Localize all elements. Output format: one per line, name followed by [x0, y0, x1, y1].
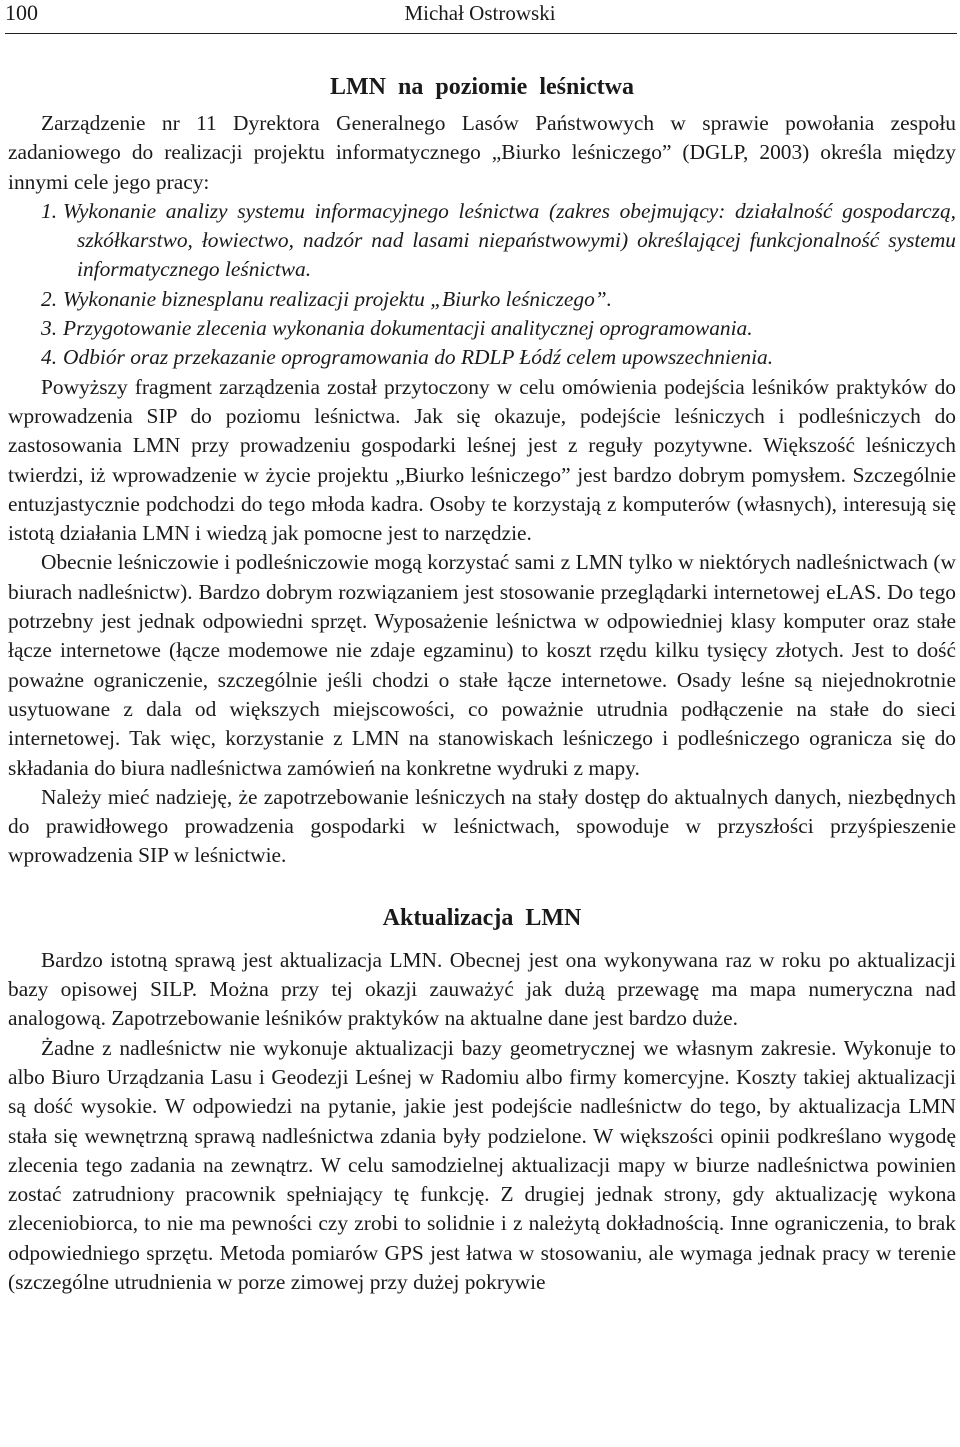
body-paragraph: Żadne z nadleśnictw nie wykonuje aktualizacji bazy geometrycznej we własnym zakresie. Wykonuje to albo Biuro Urządzania Lasu i Geodezji Leśnej w Radomiu albo firmy komercyjne. Koszty takiej aktualizacji są dość wysokie. W odpowiedzi na pytanie, jakie jest podejście nadleśnictw do tego, by aktualizacja LMN stała się wewnętrzną sprawą nadleśnictwa zdania były podzielone. W większości opinii podkreślano wygodę zlecenia tego zadania na zewnątrz. W celu samodzielnej aktualizacji mapy w biurze nadleśnictwa powinien zostać zatrudniony pracownik spełniający tę funkcję. Z drugiej jednak strony, gdy aktualizację wykona zleceniobiorca, to nie ma pewności czy zrobi to solidnie i z należytą dokładnością. Inne ograniczenia, to brak odpowiedniego sprzętu. Metoda pomiarów GPS jest łatwa w stosowaniu, ale wymaga jednak pracy w terenie (szczególne utrudnienia w porze zimowej przy dużej pokrywie — [8, 1035, 956, 1294]
section1-intro-paragraph: Zarządzenie nr 11 Dyrektora Generalnego Lasów Państwowych w sprawie powołania zespołu zadaniowego do realizacji projektu informatycznego „Biurko leśniczego” (DGLP, 2003) określa między innymi cele jego pracy: — [8, 111, 956, 194]
list-item-number: 2. — [41, 286, 58, 311]
page-body — [8, 70, 956, 1297]
page-number: 100 — [5, 0, 38, 25]
goals-list-item — [8, 314, 956, 343]
goals-list-item — [8, 343, 956, 372]
list-item-number: 3. — [41, 316, 58, 341]
page-header — [0, 0, 960, 34]
body-paragraph: Powyższy fragment zarządzenia został przytoczony w celu omówienia podejścia leśników praktyków do wprowadzenia SIP do poziomu leśnictwa. Jak się okazuje, podejście leśniczych i podleśniczych do zastosowania LMN przy prowadzeniu gospodarki leśnej jest z reguły pozytywne. Większość leśniczych twierdzi, iż wprowadzenie w życie projektu „Biurko leśniczego” jest bardzo dobrym pomysłem. Szczególnie entuzjastycznie podchodzi do tego młoda kadra. Osoby te korzystają z komputerów (własnych), interesują się istotą działania LMN i wiedzą jak pomocne jest to narzędzie. — [8, 374, 956, 546]
section-heading-lmn-forestry: LMN na poziomie leśnictwa — [330, 74, 634, 100]
list-item-number: 4. — [41, 345, 58, 370]
body-paragraph: Obecnie leśniczowie i podleśniczowie mogą korzystać sami z LMN tylko w niektórych nadleśnictwach (w biurach nadleśnictw). Bardzo dobrym rozwiązaniem jest stosowanie przeglądarki internetowej eLAS. Do tego potrzebny jest jednak odpowiedni sprzęt. Wyposażenie leśnictwa w odpowiedniej klasy komputer oraz stałe łącze internetowe (łącze modemowe nie zdaje egzaminu) to koszt rzędu kilku tysięcy złotych. Jest to dość poważne ograniczenie, szczególnie jeśli chodzi o stałe łącze internetowe. Osady leśne są niejednokrotnie usytuowane z dala od większych miejscowości, co poważnie utrudnia podłączenie na stałe do sieci internetowej. Tak więc, korzystanie z LMN na stanowiskach leśniczego i podleśniczego ogranicza się do składania do biura nadleśnictwa zamówień na konkretne wydruki z mapy. — [8, 550, 956, 780]
section-heading-lmn-update: Aktualizacja LMN — [382, 904, 582, 931]
list-item-text: Odbiór oraz przekazanie oprogramowania do RDLP Łódź celem upowszechnienia. — [63, 345, 774, 370]
goals-list-item — [8, 285, 956, 314]
header-rule — [5, 33, 957, 34]
body-paragraph: Bardzo istotną sprawą jest aktualizacja LMN. Obecnej jest ona wykonywana raz w roku po aktualizacji bazy opisowej SILP. Można przy tej okazji zauważyć jak dużą przewagę ma mapa numeryczna nad analogową. Zapotrzebowanie leśników praktyków na aktualne dane jest bardzo duże. — [8, 947, 956, 1031]
list-item-number: 1. — [41, 198, 58, 223]
goals-list — [8, 197, 956, 373]
list-item-text: Przygotowanie zlecenia wykonania dokumentacji analitycznej oprogramowania. — [63, 316, 753, 341]
goals-list-item — [8, 197, 956, 285]
list-item-text: Wykonanie biznesplanu realizacji projektu „Biurko leśniczego”. — [63, 286, 613, 311]
running-head-author: Michał Ostrowski — [404, 1, 556, 25]
list-item-text: Wykonanie analizy systemu informacyjnego leśnictwa (zakres obejmujący: działalność gospodarczą, szkółkarstwo, łowiectwo, nadzór nad lasami niepaństwowymi) określającej funkcjonalność systemu informatycznego leśnictwa. — [63, 198, 956, 282]
body-paragraph: Należy mieć nadzieję, że zapotrzebowanie leśniczych na stały dostęp do aktualnych danych, niezbędnych do prawidłowego prowadzenia gospodarki w leśnictwach, spowoduje w przyszłości przyśpieszenie wprowadzenia SIP w leśnictwie. — [8, 784, 956, 868]
